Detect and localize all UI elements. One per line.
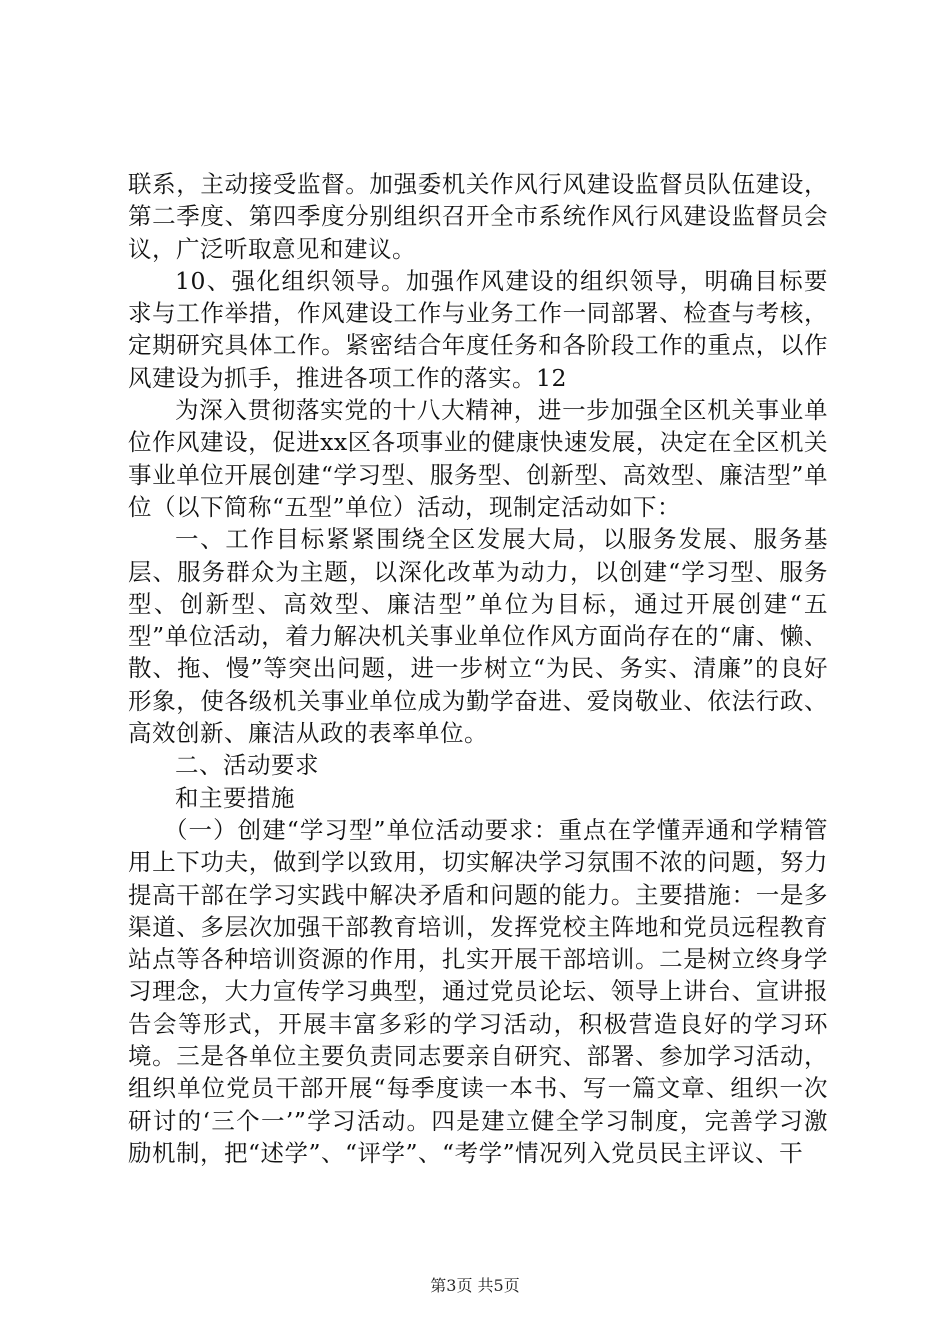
heading-activity-requirements: 二、活动要求 xyxy=(175,751,319,780)
page-number-footer: 第3页 共5页 xyxy=(430,1276,520,1295)
paragraph-work-goals: 一、工作目标紧紧围绕全区发展大局，以服务发展、服务基层、服务群众为主题，以深化改革为动力，以创建“学习型、服务型、创新型、高效型、廉洁型”单位为目标，通过开展创建“五型”单位活动，着力解决机关事业单位作风方面尚存在的“庸、懒、散、拖、慢”等突出问题，进一步树立“为民、务实、清廉”的良好形象，使各级机关事业单位成为勤学奋进、爱岗敬业、依法行政、高效创新、廉洁从政的表率单位。 xyxy=(128,525,828,748)
paragraph-supervision: 联系，主动接受监督。加强委机关作风行风建设监督员队伍建设，第二季度、第四季度分别组织召开全市系统作风行风建设监督员会议，广泛听取意见和建议。 xyxy=(128,170,828,263)
paragraph-introduction: 为深入贯彻落实党的十八大精神，进一步加强全区机关事业单位作风建设，促进xx区各项事业的健康快速发展，决定在全区机关事业单位开展创建“学习型、服务型、创新型、高效型、廉洁型”单位（以下简称“五型”单位）活动，现制定活动如下： xyxy=(128,396,828,521)
paragraph-organization-leadership: 10、强化组织领导。加强作风建设的组织领导，明确目标要求与工作举措，作风建设工作与业务工作一同部署、检查与考核，定期研究具体工作。紧密结合年度任务和各阶段工作的重点，以作风建设为抓手，推进各项工作的落实。12 xyxy=(128,266,828,392)
heading-main-measures: 和主要措施 xyxy=(175,783,295,812)
paragraph-learning-unit: （一）创建“学习型”单位活动要求：重点在学懂弄通和学精管用上下功夫，做到学以致用，切实解决学习氛围不浓的问题，努力提高干部在学习实践中解决矛盾和问题的能力。主要措施：一是多渠道、多层次加强干部教育培训，发挥党校主阵地和党员远程教育站点等各种培训资源的作用，扎实开展干部培训。二是树立终身学习理念，大力宣传学习典型，通过党员论坛、领导上讲台、宣讲报告会等形式，开展丰富多彩的学习活动，积极营造良好的学习环境。三是各单位主要负责同志要亲自研究、部署、参加学习活动，组织单位党员干部开展“每季度读一本书、写一篇文章、组织一次研讨的‘三个一’”学习活动。四是建立健全学习制度，完善学习激励机制，把“述学”、“评学”、“考学”情况列入党员民主评议、干 xyxy=(128,815,828,1167)
document-body xyxy=(128,168,828,1169)
